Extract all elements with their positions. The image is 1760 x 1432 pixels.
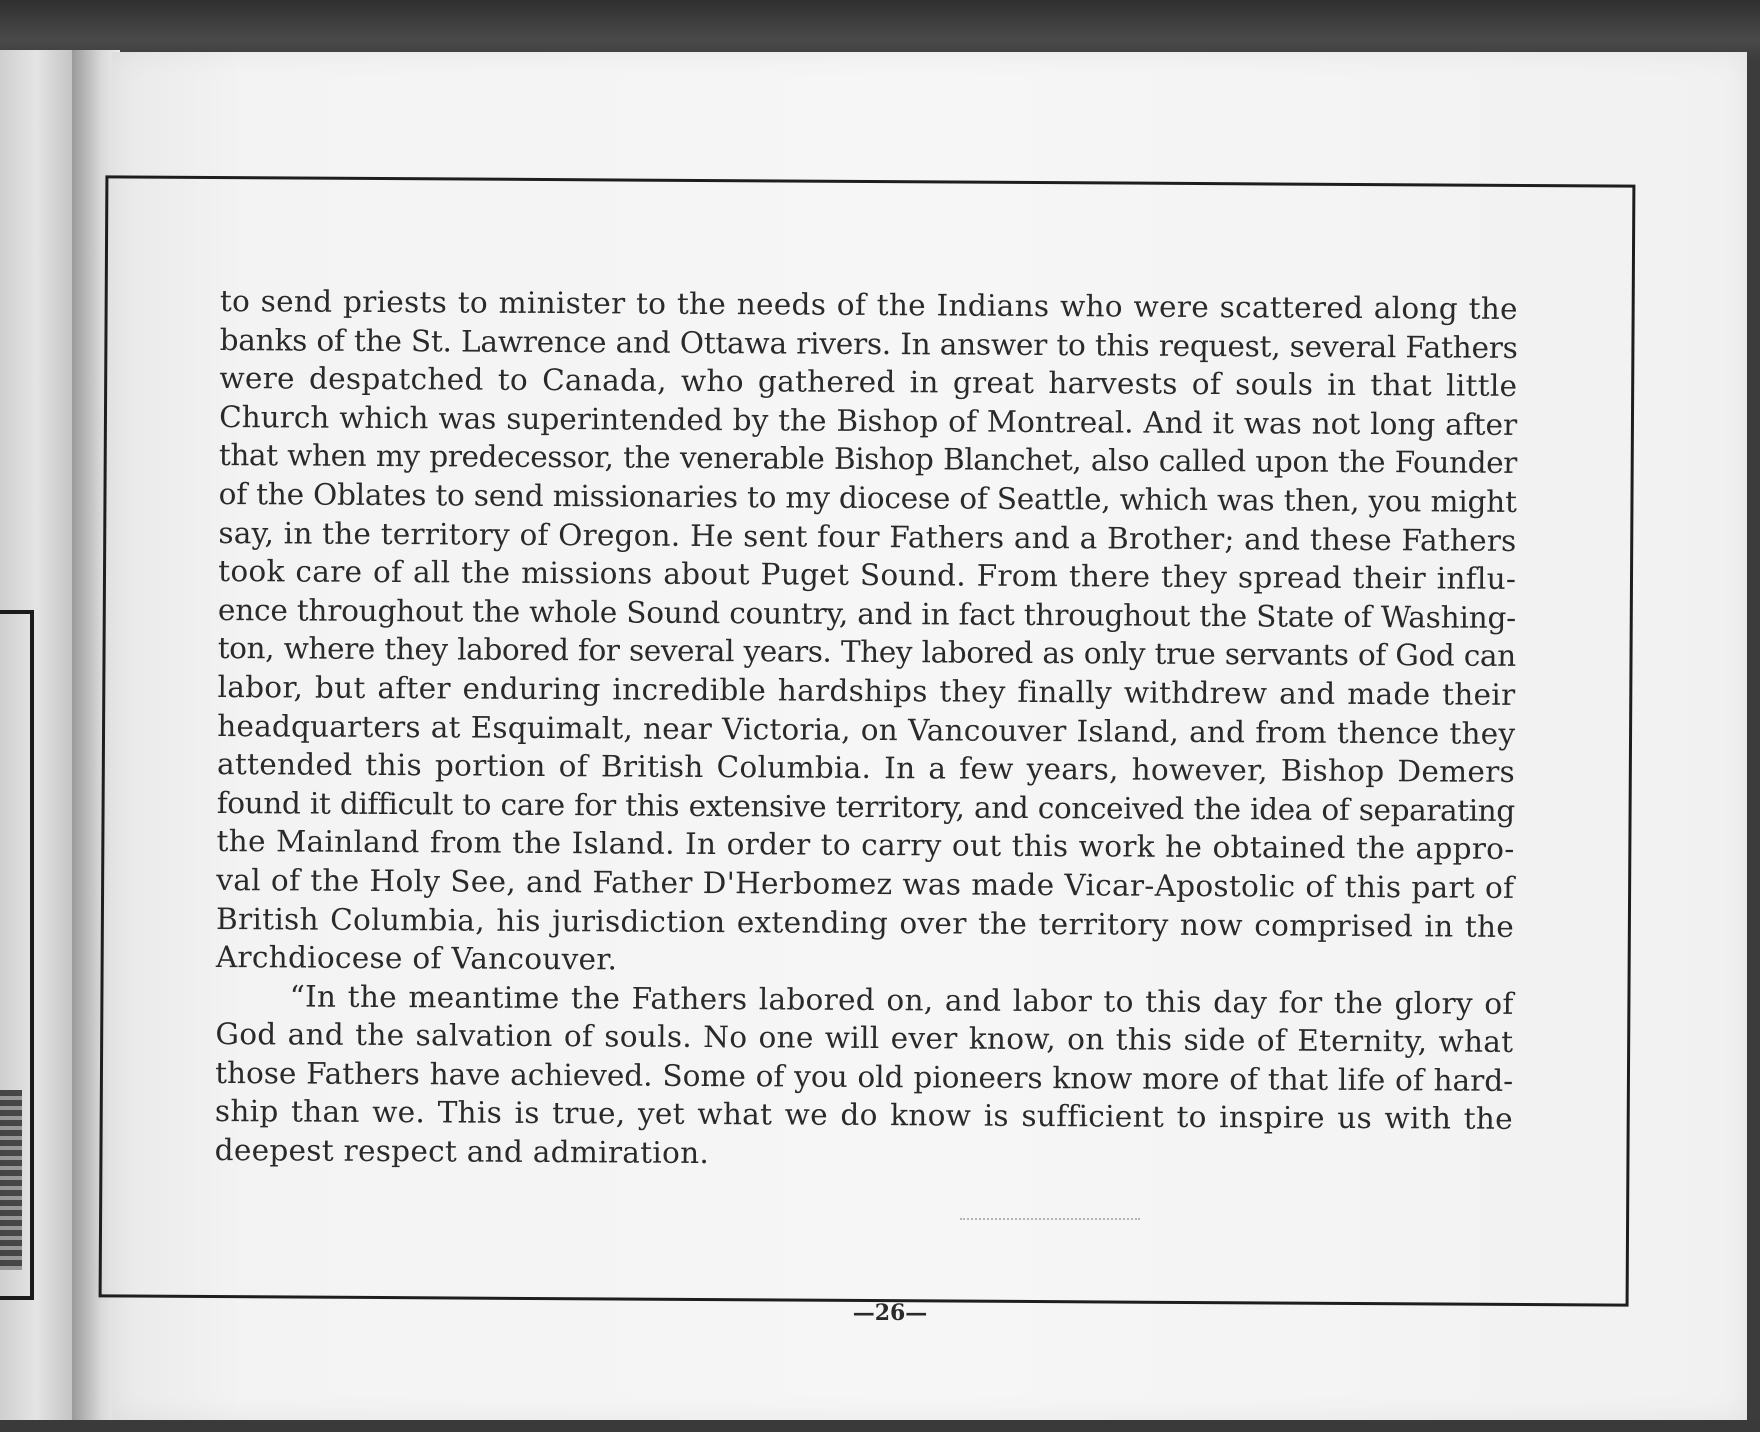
text-line: headquarters at Esquimalt, near Victoria, on Vancouver Island, and from thence they (217, 708, 1516, 751)
text-line: Church which was superintended by the Bishop of Montreal. And it was not long after (219, 399, 1518, 442)
page-number: —26— (852, 1300, 928, 1326)
text-line: Archdiocese of Vancouver. (215, 940, 618, 977)
text-line: those Fathers have achieved. Some of you old pioneers know more of that life of hard- (215, 1055, 1514, 1098)
text-line: the Mainland from the Island. In order to carry out this work he obtained the appro- (216, 824, 1515, 867)
text-line: found it difficult to care for this extensive territory, and conceived the idea of separating (216, 785, 1515, 828)
text-line: attended this portion of British Columbia. In a few years, however, Bishop Demers (216, 747, 1516, 790)
scan-bottom-edge (0, 1420, 1760, 1432)
text-line: say, in the territory of Oregon. He sent four Fathers and a Brother; and these Fathers (218, 515, 1517, 558)
text-line: val of the Holy See, and Father D'Herbomez was made Vicar-Apostolic of this part of (216, 862, 1515, 905)
text-line: ence throughout the whole Sound country, and in fact throughout the State of Washing- (217, 592, 1517, 635)
text-line: to send priests to minister to the needs of the Indians who were scattered along the (219, 283, 1518, 326)
text-line: labor, but after enduring incredible hardships they finally withdrew and made their (217, 669, 1516, 712)
text-line: were despatched to Canada, who gathered in great harvests of souls in that little (219, 361, 1518, 404)
text-line: God and the salvation of souls. No one will ever know, on this side of Eternity, what (215, 1017, 1514, 1060)
body-text (215, 282, 1518, 1178)
faint-rule-mark (960, 1218, 1140, 1220)
text-line: deepest respect and admiration. (214, 1133, 710, 1171)
facing-page-ornament (0, 1090, 22, 1270)
text-line: banks of the St. Lawrence and Ottawa rivers. In answer to this request, several Fathers (219, 322, 1518, 365)
paragraph-1 (216, 282, 1518, 985)
text-line: ship than we. This is true, yet what we do know is sufficient to inspire us with the (214, 1094, 1514, 1137)
text-line: “In the meantime the Fathers labored on, and labor to this day for the glory of (289, 979, 1514, 1021)
facing-page-edge (0, 50, 80, 1430)
text-line: ton, where they labored for several years. They labored as only true servants of God can (217, 631, 1516, 674)
text-line: took care of all the missions about Puget Sound. From there they spread their influ- (218, 554, 1517, 597)
paragraph-2 (215, 977, 1514, 1178)
text-line: of the Oblates to send missionaries to my diocese of Seattle, which was then, you might (218, 476, 1517, 519)
text-line: that when my predecessor, the venerable Bishop Blanchet, also called upon the Founder (218, 438, 1518, 481)
text-line: British Columbia, his jurisdiction extending over the territory now comprised in the (216, 901, 1515, 944)
